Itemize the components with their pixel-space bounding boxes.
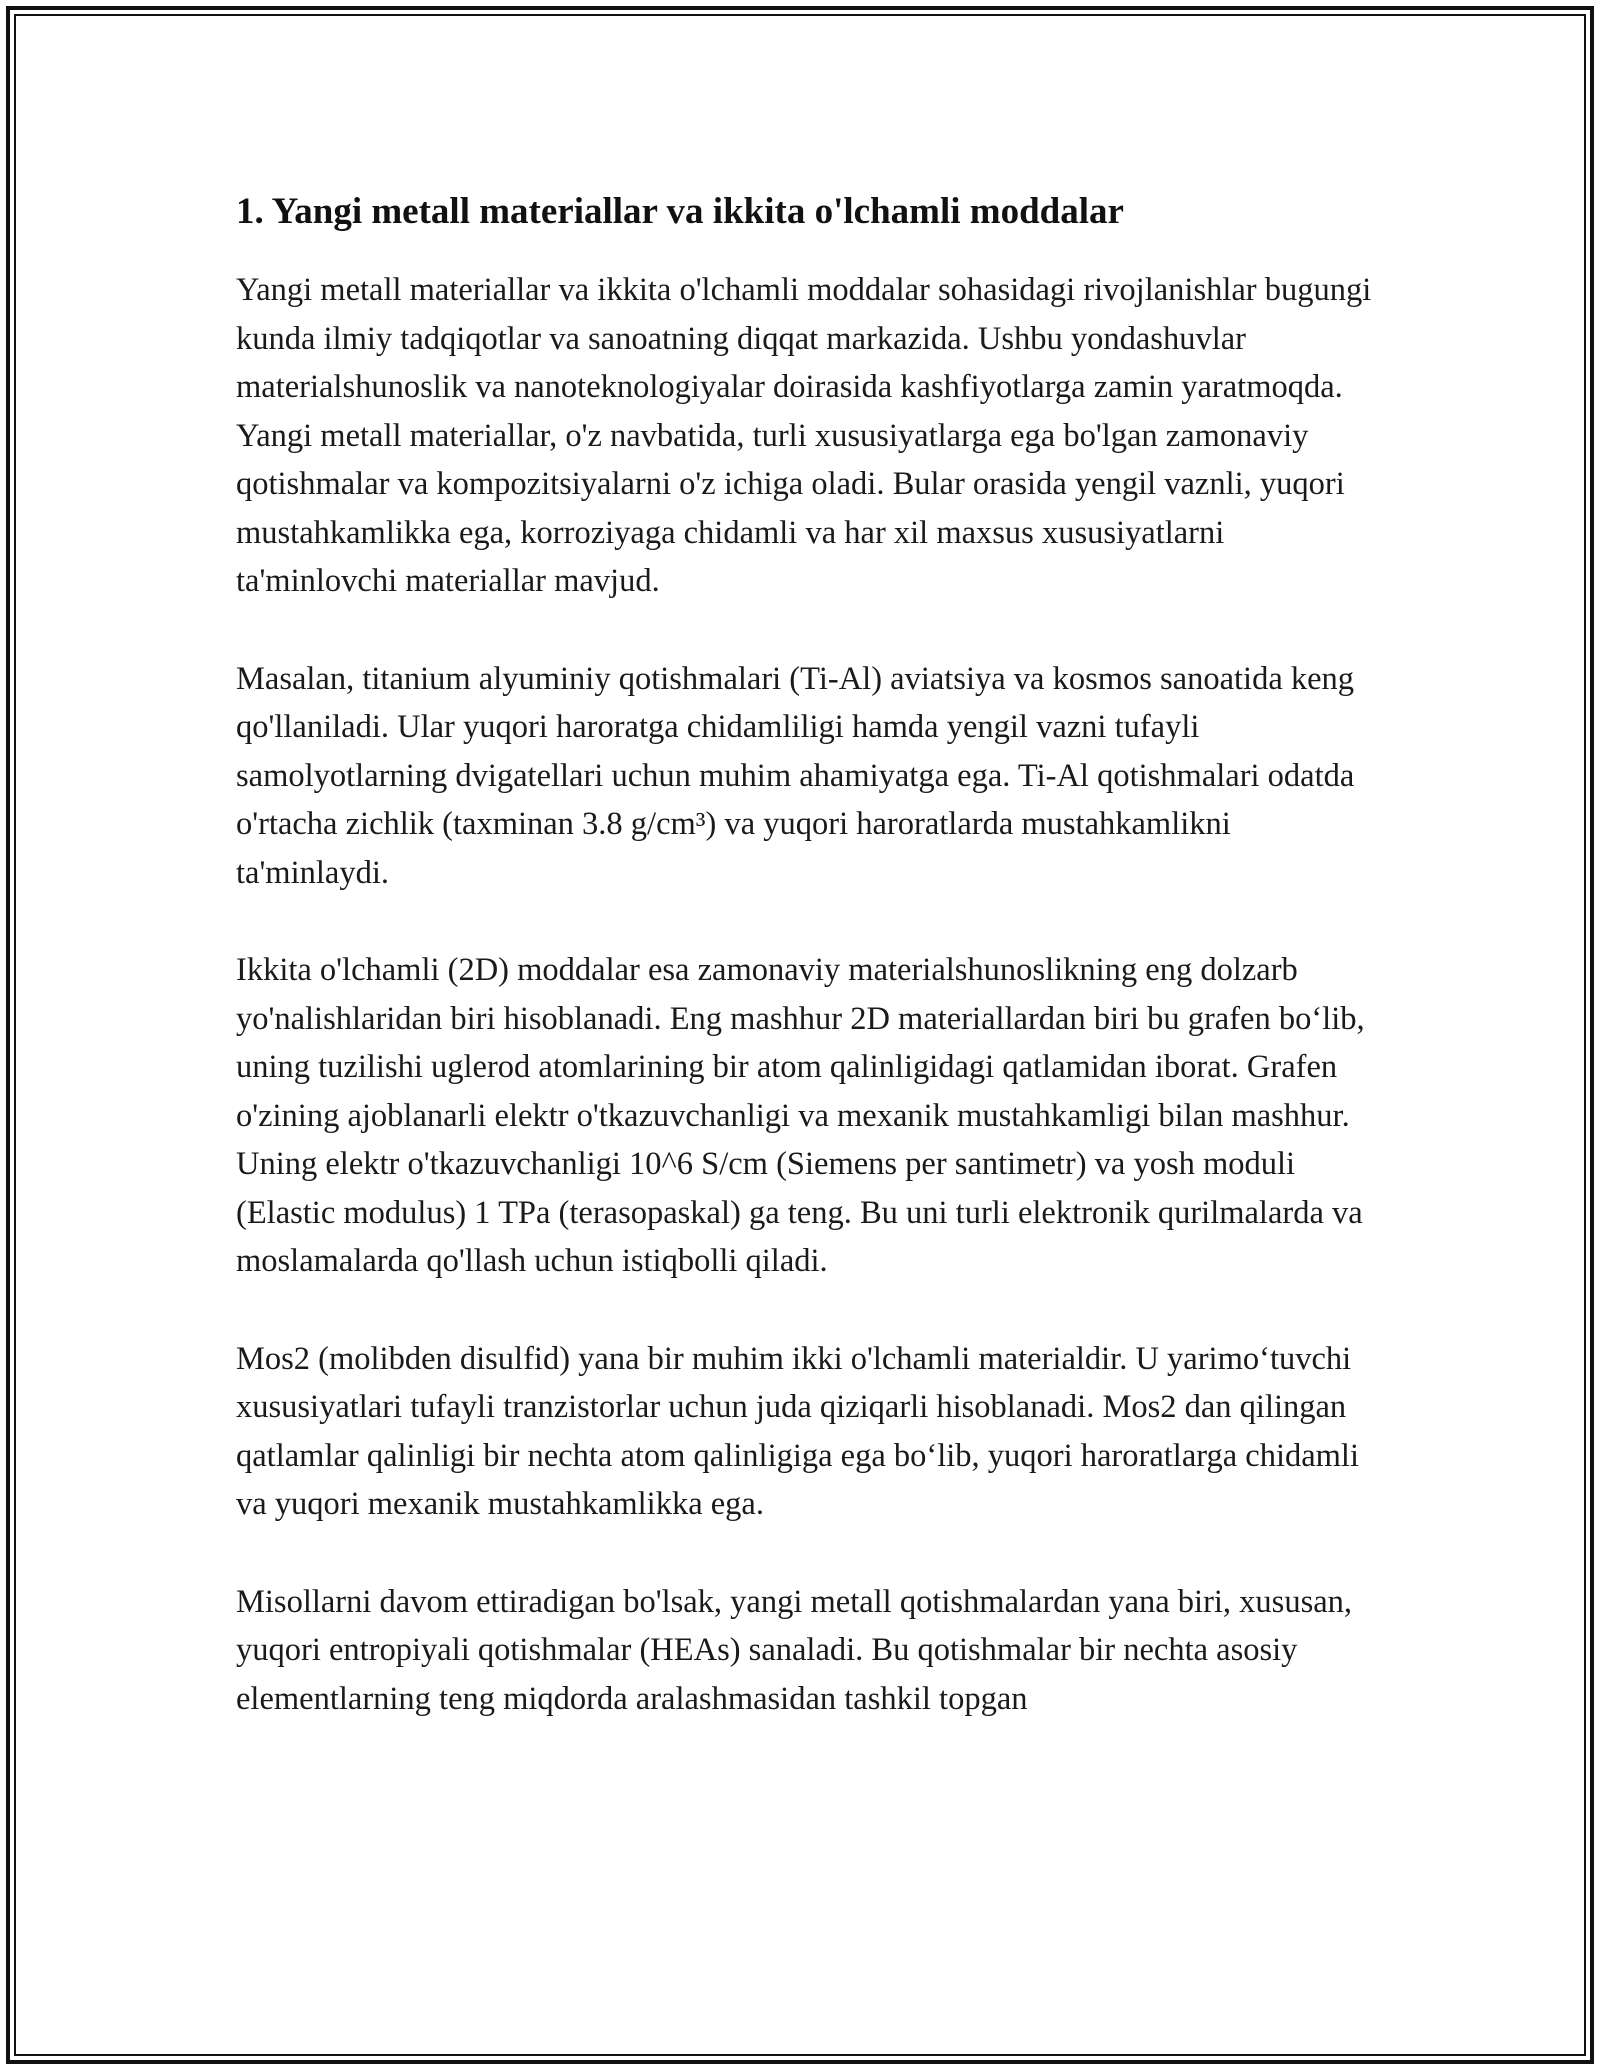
- section-heading: 1. Yangi metall materiallar va ikkita o'lchamli moddalar: [236, 191, 1124, 232]
- paragraph-2d-graphene: Ikkita o'lchamli (2D) moddalar esa zamonaviy materialshunoslikning eng dolzarb yo'nalishlaridan biri hisoblanadi. Eng mashhur 2D materiallardan biri bu grafen bo‘lib, uning tuzilishi uglerod atomlarining bir atom qalinligidagi qatlamidan iborat. Grafen o'zining ajoblanarli elektr o'tkazuvchanligi va mexanik mustahkamligi bilan mashhur. Uning elektr o'tkazuvchanligi 10^6 S/cm (Siemens per santimetr) va yosh moduli (Elastic modulus) 1 TPa (terasopaskal) ga teng. Bu uni turli elektronik qurilmalarda va moslamalarda qo'llash uchun istiqbolli qiladi.: [236, 952, 1365, 1279]
- paragraph-mos2: Mos2 (molibden disulfid) yana bir muhim ikki o'lchamli materialdir. U yarimo‘tuvchi xususiyatlari tufayli tranzistorlar uchun juda qiziqarli hisoblanadi. Mos2 dan qilingan qatlamlar qalinligi bir nechta atom qalinligiga ega bo‘lib, yuqori haroratlarga chidamli va yuqori mexanik mustahkamlikka ega.: [236, 1340, 1359, 1522]
- paragraph-intro: Yangi metall materiallar va ikkita o'lchamli moddalar sohasidagi rivojlanishlar bugungi kunda ilmiy tadqiqotlar va sanoatning diqqat markazida. Ushbu yondashuvlar materialshunoslik va nanoteknologiyalar doirasida kashfiyotlarga zamin yaratmoqda. Yangi metall materiallar, o'z navbatida, turli xususiyatlarga ega bo'lgan zamonaviy qotishmalar va kompozitsiyalarni o'z ichiga oladi. Bular orasida yengil vaznli, yuqori mustahkamlikka ega, korroziyaga chidamli va har xil maxsus xususiyatlarni ta'minlovchi materiallar mavjud.: [236, 272, 1372, 599]
- paragraph-heas: Misollarni davom ettiradigan bo'lsak, yangi metall qotishmalardan yana biri, xususan, yuqori entropiyali qotishmalar (HEAs) sanaladi. Bu qotishmalar bir nechta asosiy elementlarning teng miqdorda aralashmasidan tashkil topgan: [236, 1583, 1353, 1717]
- document-body: [236, 184, 1386, 1772]
- paragraph-ti-al: Masalan, titanium alyuminiy qotishmalari (Ti-Al) aviatsiya va kosmos sanoatida keng qo'llaniladi. Ular yuqori haroratga chidamliligi hamda yengil vazni tufayli samolyotlarning dvigatellari uchun muhim ahamiyatga ega. Ti-Al qotishmalari odatda o'rtacha zichlik (taxminan 3.8 g/cm³) va yuqori haroratlarda mustahkamlikni ta'minlaydi.: [236, 660, 1355, 891]
